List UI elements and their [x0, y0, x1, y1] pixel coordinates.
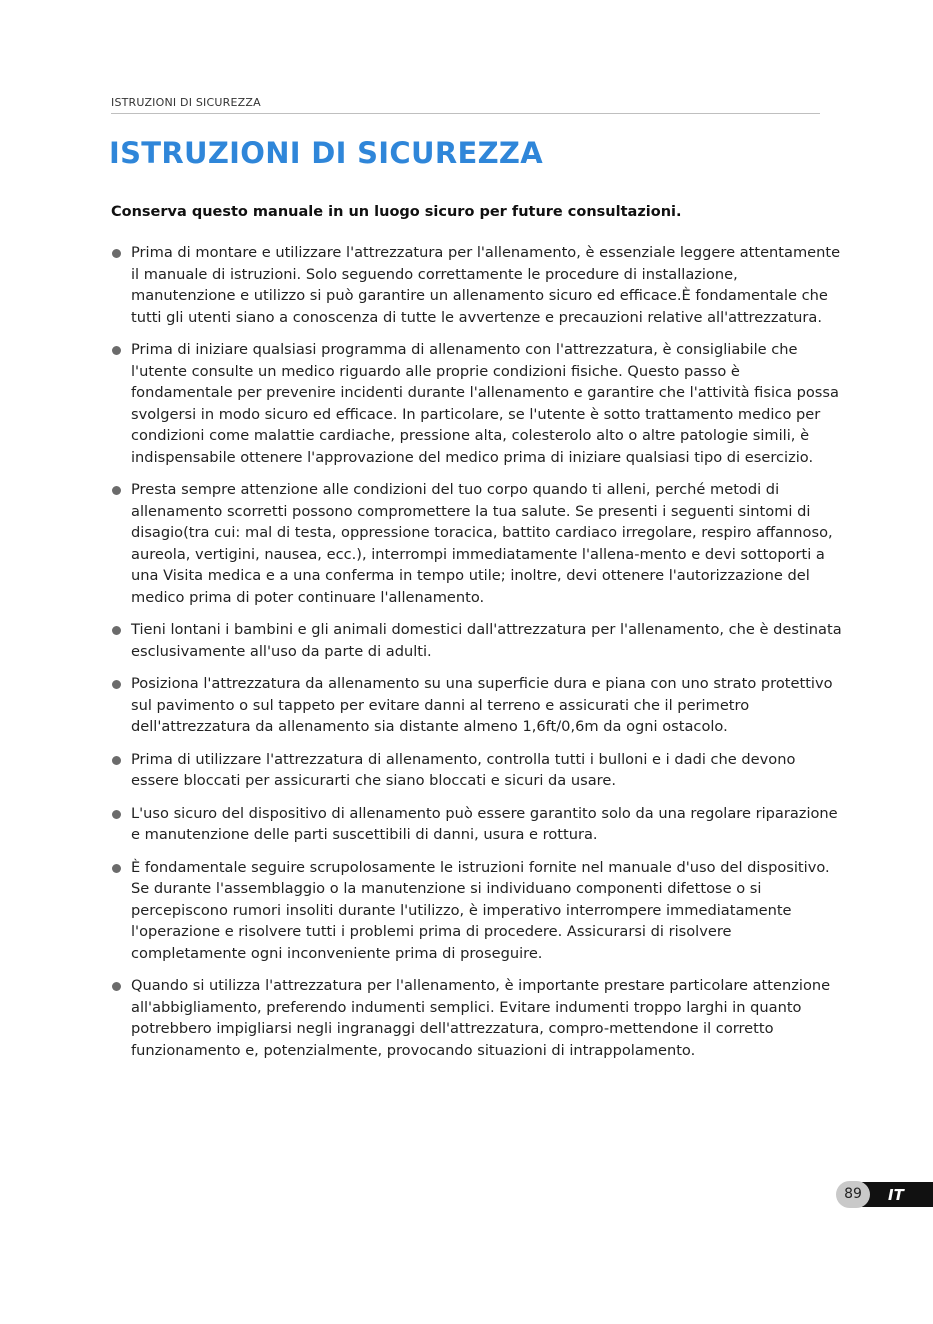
safety-instructions-list — [111, 242, 846, 1072]
list-item: Posiziona l'attrezzatura da allenamento su una superficie dura e piana con uno strato protettivo sul pavimento o sul tappeto per evitare danni al terreno e assicurati che il perimetro dell'attrezzatura da allenamento sia distante almeno 1,6ft/0,6m da ogni ostacolo. — [111, 673, 846, 738]
list-item: Prima di montare e utilizzare l'attrezzatura per l'allenamento, è essenziale leggere attentamente il manuale di istruzioni. Solo seguendo correttamente le procedure di installazione, manutenzione e utilizzo si può garantire un allenamento sicuro ed efficace.È fondamentale che tutti gli utenti siano a conoscenza di tutte le avvertenze e precauzioni relative all'attrezzatura. — [111, 242, 846, 328]
page-number: 89 — [836, 1181, 870, 1208]
page-title: ISTRUZIONI DI SICUREZZA — [109, 136, 543, 170]
list-item: Quando si utilizza l'attrezzatura per l'allenamento, è importante prestare particolare attenzione all'abbigliamento, preferendo indumenti semplici. Evitare indumenti troppo larghi in quanto potrebbero impigliarsi negli ingranaggi dell'attrezzatura, compro-mettendone il corretto funzionamento e, potenzialmente, provocando situazioni di intrappolamento. — [111, 975, 846, 1061]
list-item: Prima di utilizzare l'attrezzatura di allenamento, controlla tutti i bulloni e i dadi che devono essere bloccati per assicurarti che siano bloccati e sicuri da usare. — [111, 749, 846, 792]
list-item: L'uso sicuro del dispositivo di allenamento può essere garantito solo da una regolare riparazione e manutenzione delle parti suscettibili di danni, usura e rottura. — [111, 803, 846, 846]
page-badge — [836, 1181, 933, 1208]
language-label: IT — [888, 1186, 904, 1204]
list-item: Presta sempre attenzione alle condizioni del tuo corpo quando ti alleni, perché metodi di allenamento scorretti possono compromettere la tua salute. Se presenti i seguenti sintomi di disagio(tra cui: mal di testa, oppressione toracica, battito cardiaco irregolare, respiro affannoso, aureola, vertigini, nausea, ecc.), interrompi immediatamente l'allena-mento e devi sottoporti a una Visita medica e a una conferma in tempo utile; inoltre, devi ottenere l'autorizzazione del medico prima di poter continuare l'allenamento. — [111, 479, 846, 608]
running-header: ISTRUZIONI DI SICUREZZA — [111, 96, 261, 109]
list-item: È fondamentale seguire scrupolosamente le istruzioni fornite nel manuale d'uso del dispositivo. Se durante l'assemblaggio o la manutenzione si individuano componenti difettose o si percepiscono rumori insoliti durante l'utilizzo, è imperativo interrompere immediatamente l'operazione e risolvere tutti i problemi prima di procedere. Assicurarsi di risolvere completamente ogni inconveniente prima di proseguire. — [111, 857, 846, 965]
list-item: Prima di iniziare qualsiasi programma di allenamento con l'attrezzatura, è consigliabile che l'utente consulte un medico riguardo alle proprie condizioni fisiche. Questo passo è fondamentale per prevenire incidenti durante l'allenamento e garantire che l'attività fisica possa svolgersi in modo sicuro ed efficace. In particolare, se l'utente è sotto trattamento medico per condizioni come malattie cardiache, pressione alta, colesterolo alto o altre patologie simili, è indispensabile ottenere l'approvazione del medico prima di iniziare qualsiasi tipo di esercizio. — [111, 339, 846, 468]
list-item: Tieni lontani i bambini e gli animali domestici dall'attrezzatura per l'allenamento, che è destinata esclusivamente all'uso da parte di adulti. — [111, 619, 846, 662]
header-divider — [111, 113, 820, 114]
intro-text: Conserva questo manuale in un luogo sicuro per future consultazioni. — [111, 204, 682, 220]
